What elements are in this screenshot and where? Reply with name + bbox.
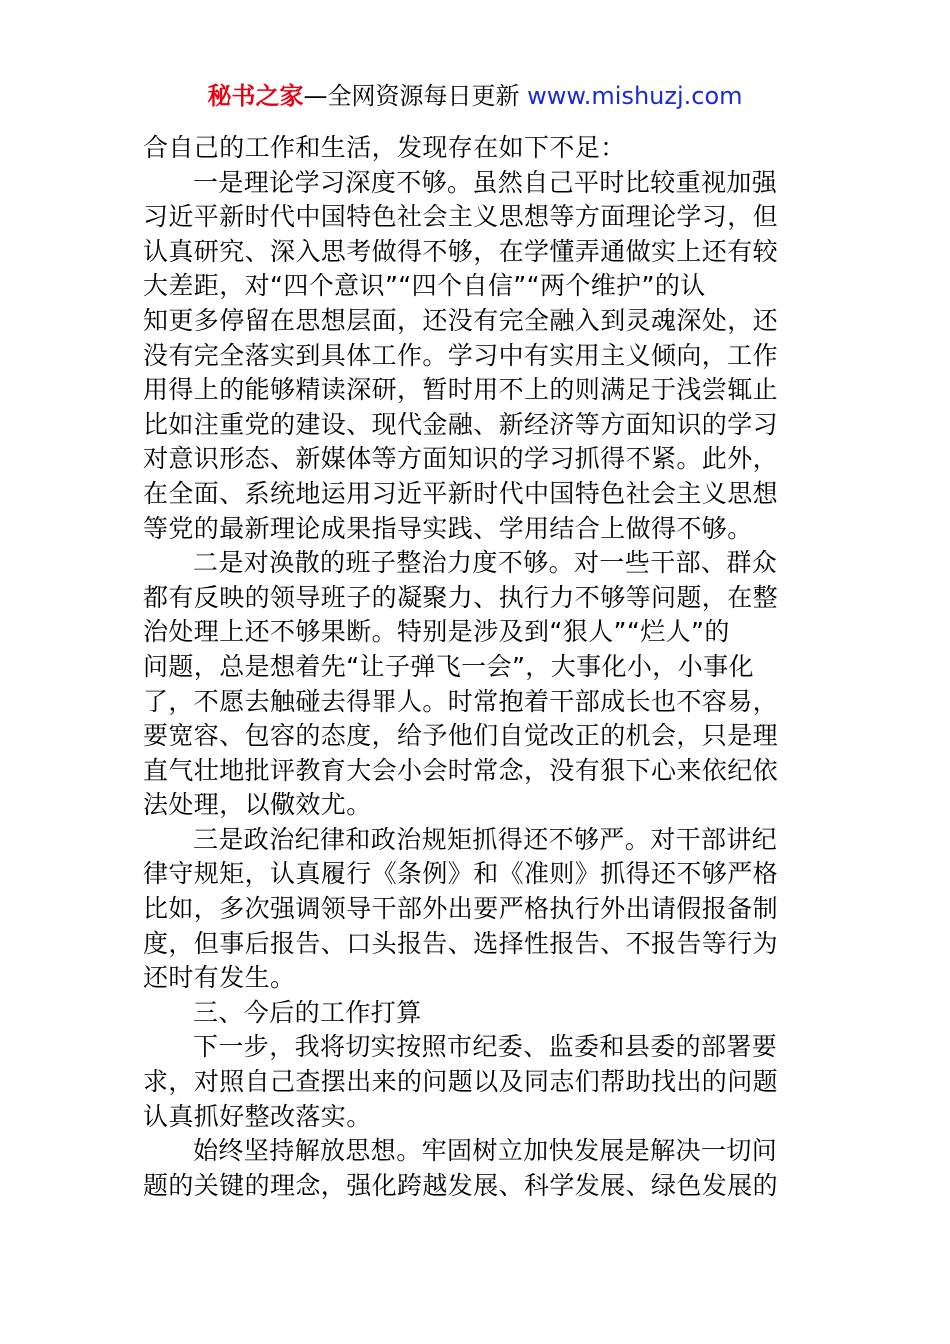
text-line: 度，但事后报告、口头报告、选择性报告、不报告等行为 (143, 928, 779, 958)
text-line: 对意识形态、新媒体等方面知识的学习抓得不紧。此外， (143, 444, 779, 474)
text-line: 认真研究、深入思考做得不够，在学懂弄通做实上还有较 (143, 236, 779, 266)
text-line: 知更多停留在思想层面，还没有完全融入到灵魂深处，还 (143, 305, 779, 335)
text-line: 没有完全落实到具体工作。学习中有实用主义倾向，工作 (143, 340, 779, 370)
text-line: 都有反映的领导班子的凝聚力、执行力不够等问题，在整 (143, 582, 779, 612)
text-line: 一是理论学习深度不够。虽然自己平时比较重视加强 (193, 167, 778, 197)
text-line: 始终坚持解放思想。牢固树立加快发展是解决一切问 (193, 1136, 778, 1166)
site-url-link[interactable]: www.mishuzj.com (527, 82, 743, 110)
text-line: 比如，多次强调领导干部外出要严格执行外出请假报备制 (143, 894, 779, 924)
text-line: 还时有发生。 (143, 963, 296, 993)
text-line: 等党的最新理论成果指导实践、学用结合上做得不够。 (143, 513, 753, 543)
text-line: 比如注重党的建设、现代金融、新经济等方面知识的学习 (143, 409, 779, 439)
text-line: 了，不愿去触碰去得罪人。时常抱着干部成长也不容易， (143, 686, 779, 716)
text-line: 题的关键的理念，强化跨越发展、科学发展、绿色发展的 (143, 1170, 779, 1200)
text-line: 律守规矩，认真履行《条例》和《准则》抓得还不够严格 (143, 859, 779, 889)
text-line: 直气壮地批评教育大会小会时常念，没有狠下心来依纪依 (143, 755, 779, 785)
text-line: 三是政治纪律和政治规矩抓得还不够严。对干部讲纪 (193, 824, 778, 854)
brand-name: 秘书之家 (207, 82, 304, 110)
document-body (143, 131, 811, 1203)
text-line: 下一步，我将切实按照市纪委、监委和县委的部署要 (193, 1032, 778, 1062)
text-line: 大差距，对“四个意识”“四个自信”“两个维护”的认 (143, 271, 706, 301)
text-line: 求，对照自己查摆出来的问题以及同志们帮助找出的问题 (143, 1067, 779, 1097)
text-line: 法处理，以儆效尤。 (143, 790, 372, 820)
text-line: 二是对涣散的班子整治力度不够。对一些干部、群众 (193, 548, 778, 578)
site-header (0, 80, 950, 112)
header-tagline: —全网资源每日更新 (303, 82, 520, 110)
text-line: 在全面、系统地运用习近平新时代中国特色社会主义思想 (143, 478, 779, 508)
text-line: 习近平新时代中国特色社会主义思想等方面理论学习，但 (143, 202, 779, 232)
text-line: 三、今后的工作打算 (193, 997, 422, 1027)
text-line: 治处理上还不够果断。特别是涉及到“狠人”“烂人”的 (143, 617, 730, 647)
text-line: 认真抓好整改落实。 (143, 1101, 372, 1131)
text-line: 合自己的工作和生活，发现存在如下不足： (143, 133, 626, 162)
text-line: 问题，总是想着先“让子弹飞一会”，大事化小，小事化 (143, 651, 754, 681)
text-line: 用得上的能够精读深研，暂时用不上的则满足于浅尝辄止 (143, 375, 779, 405)
text-line: 要宽容、包容的态度，给予他们自觉改正的机会，只是理 (143, 721, 779, 751)
